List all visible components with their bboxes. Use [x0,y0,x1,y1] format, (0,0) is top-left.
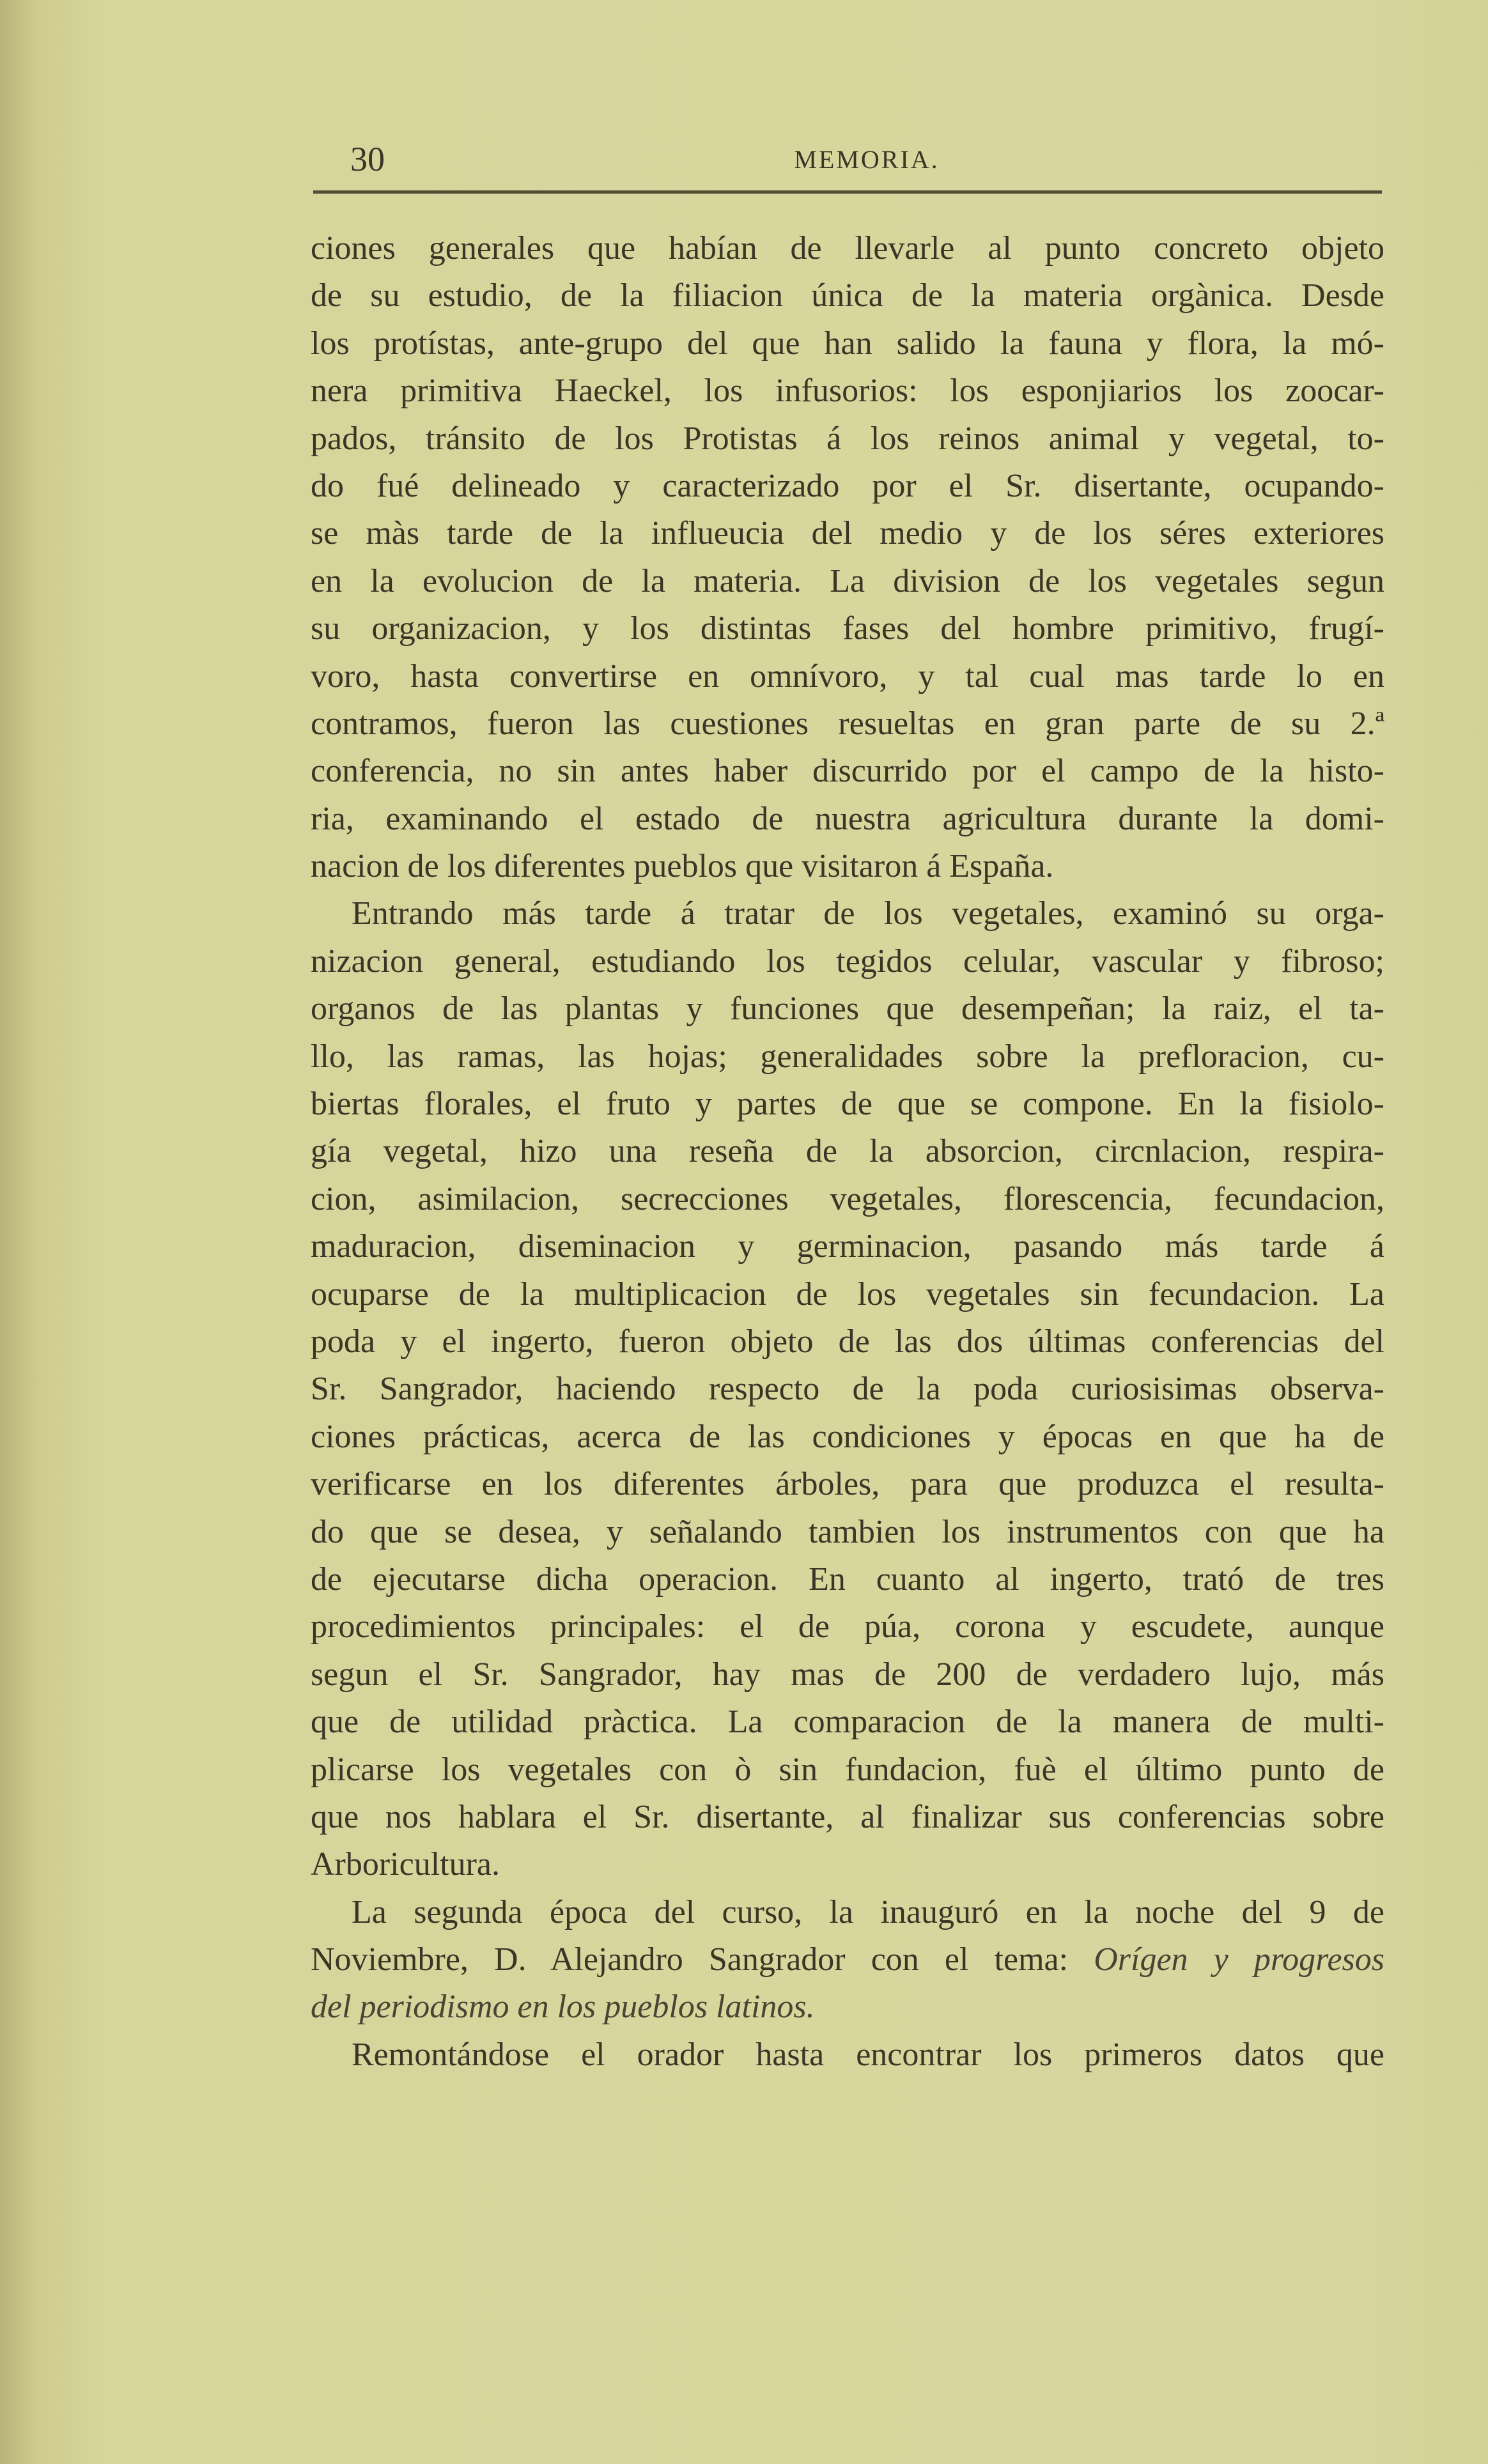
text-line [311,605,1384,652]
header-rule [313,190,1382,194]
running-title: MEMORIA. [794,145,940,174]
text-line [311,558,1384,605]
text-line-content: maduracion, diseminacion y germinacion, pasando más tarde á [311,1228,1384,1265]
text-line-content: de su estudio, de la filiacion única de la materia orgànica. Desde [311,277,1384,314]
text-line-content: los protístas, ante-grupo del que han salido la fauna y flora, la mó- [311,325,1384,362]
text-line [311,367,1384,415]
text-line-content: voro, hasta convertirse en omnívoro, y tal cual mas tarde lo en [311,658,1384,695]
text-line [311,1983,1384,2031]
text-line-content: ocuparse de la multiplicacion de los vegetales sin fecundacion. La [311,1275,1384,1313]
text-line [311,1033,1384,1081]
text-line [311,796,1384,843]
text-line-content: nizacion general, estudiando los tegidos celular, vascular y fibroso; [311,943,1384,980]
text-line [311,1794,1384,1841]
text-line [311,1271,1384,1318]
text-line-content: La segunda época del curso, la inauguró en la noche del 9 de [352,1893,1384,1930]
text-line-content: procedimientos principales: el de púa, corona y escudete, aunque [311,1608,1384,1645]
text-line [311,1841,1384,1888]
text-line-content: cion, asimilacion, secrecciones vegetales, florescencia, fecundacion, [311,1180,1384,1217]
text-line [311,700,1384,748]
text-line-content: do que se desea, y señalando tambien los instrumentos con que ha [311,1513,1384,1550]
text-line-content: que nos hablara el Sr. disertante, al finalizar sus conferencias sobre [311,1798,1384,1835]
text-line [311,890,1384,937]
text-line [311,1081,1384,1128]
text-line-content: contramos, fueron las cuestiones resueltas en gran parte de su 2.ª [311,705,1384,742]
text-line-content: Sr. Sangrador, haciendo respecto de la poda curiosisimas observa- [311,1371,1384,1408]
text-line [311,938,1384,985]
text-line-content: ciones generales que habían de llevarle al punto concreto objeto [311,230,1384,266]
text-line-content: Remontándose el orador hasta encontrar los primeros datos que [352,2036,1384,2073]
text-line [311,1176,1384,1223]
text-line-content: ria, examinando el estado de nuestra agricultura durante la domi- [311,800,1384,837]
text-line [311,463,1384,510]
text-line [311,225,1384,272]
page-number: 30 [350,140,385,178]
text-line-content: do fué delineado y caracterizado por el Sr. disertante, ocupando- [311,467,1384,504]
text-line [311,1746,1384,1794]
italic-title-text: del periodismo en los pueblos latinos. [311,1989,815,2026]
text-line-content: biertas florales, el fruto y partes de que se compone. En la fisiolo- [311,1086,1384,1123]
text-line-content: verificarse en los diferentes árboles, para que produzca el resulta- [311,1466,1384,1503]
text-line [311,2031,1384,2079]
text-line [311,1889,1384,1936]
text-line [311,1413,1384,1461]
text-line-content: conferencia, no sin antes haber discurrido por el campo de la histo- [311,753,1384,790]
text-line [311,1651,1384,1698]
text-line [311,1698,1384,1746]
text-line [311,1556,1384,1603]
text-line-content: Arboricultura. [311,1846,500,1883]
text-line [311,1223,1384,1270]
text-line [311,653,1384,700]
text-line-content: Noviembre, D. Alejandro Sangrador con el tema: [311,1941,1094,1978]
text-line [311,1461,1384,1508]
text-line-content: nera primitiva Haeckel, los infusorios: los esponjiarios los zoocar- [311,373,1384,410]
text-line-content: se màs tarde de la influeucia del medio y de los séres exteriores [311,515,1384,552]
text-line [311,843,1384,890]
text-line-content: que de utilidad pràctica. La comparacion de la manera de multi- [311,1704,1384,1741]
text-line-content: segun el Sr. Sangrador, hay mas de 200 de verdadero lujo, más [311,1656,1384,1693]
text-line-content: en la evolucion de la materia. La division de los vegetales segun [311,562,1384,599]
text-line-content: de ejecutarse dicha operacion. En cuanto al ingerto, trató de tres [311,1560,1384,1598]
text-line [311,1366,1384,1413]
text-line [311,1603,1384,1651]
text-line [311,1509,1384,1556]
italic-title-text: Orígen y progresos [1094,1941,1385,1978]
text-line [311,1936,1384,1983]
text-line-content: plicarse los vegetales con ò sin fundacion, fuè el último punto de [311,1751,1384,1788]
text-line [311,272,1384,320]
text-line-content: ciones prácticas, acerca de las condiciones y épocas en que ha de [311,1418,1384,1455]
text-line [311,415,1384,463]
text-line-content: su organizacion, y los distintas fases del hombre primitivo, frugí- [311,610,1384,647]
text-line-content: llo, las ramas, las hojas; generalidades sobre la prefloracion, cu- [311,1038,1384,1075]
text-line [311,748,1384,795]
text-line [311,510,1384,557]
text-line-content: Entrando más tarde á tratar de los vegetales, examinó su orga- [352,895,1384,932]
text-line-content: organos de las plantas y funciones que desempeñan; la raiz, el ta- [311,990,1384,1028]
text-line [311,320,1384,367]
text-line-content: nacion de los diferentes pueblos que visitaron á España. [311,848,1054,885]
text-line-content: gía vegetal, hizo una reseña de la absorcion, circnlacion, respira- [311,1133,1384,1170]
text-line-content: poda y el ingerto, fueron objeto de las dos últimas conferencias del [311,1323,1384,1360]
text-line [311,1318,1384,1366]
text-line-content: pados, tránsito de los Protistas á los reinos animal y vegetal, to- [311,420,1384,457]
text-line [311,1128,1384,1175]
text-line [311,985,1384,1033]
body-text [311,225,1384,2079]
